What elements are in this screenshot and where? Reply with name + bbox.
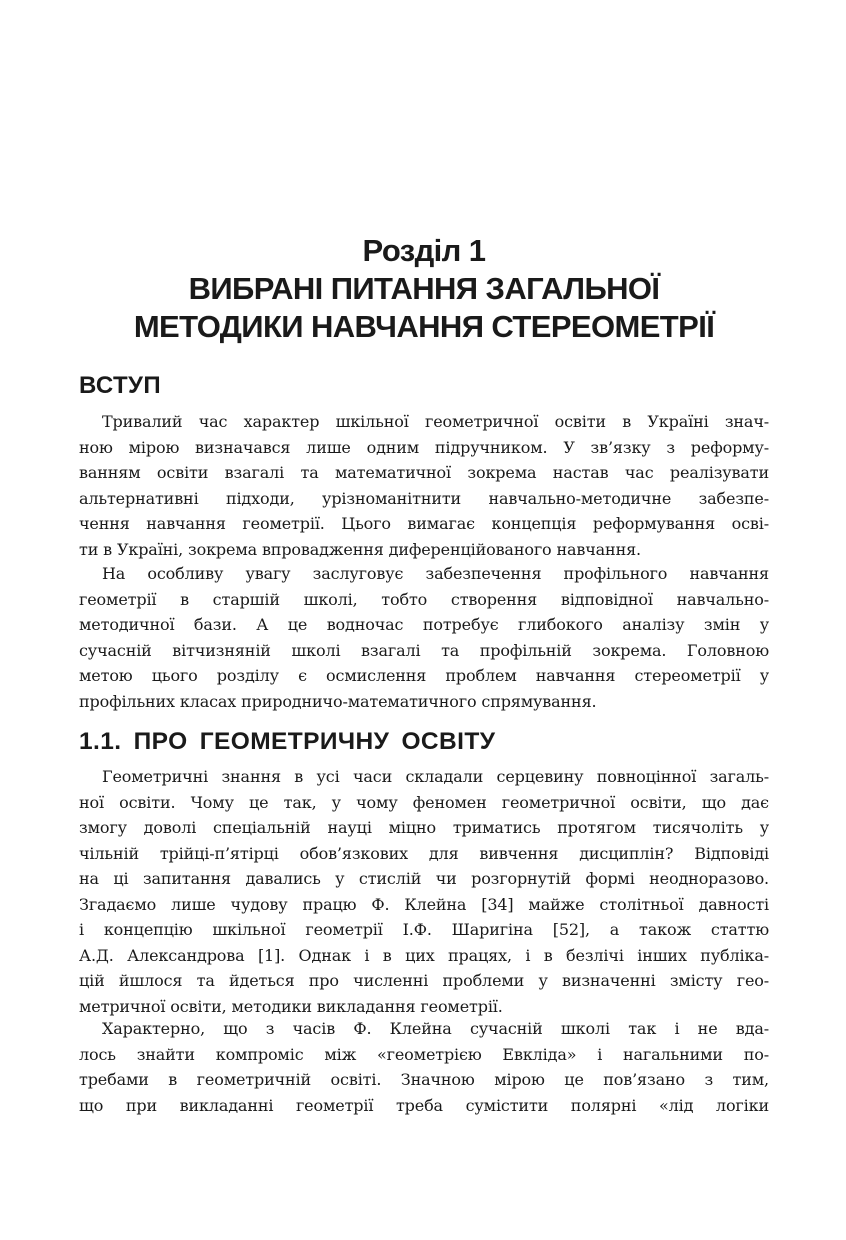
text-line: Тривалий час характер шкільної геометричної освіти в Україні знач- xyxy=(102,412,769,431)
text-line: лось знайти компроміс між «геометрією Евкліда» і нагальними по- xyxy=(79,1044,769,1064)
section-paragraph-2 xyxy=(79,1016,769,1118)
intro-paragraph-1 xyxy=(79,409,769,562)
section-heading: 1.1. ПРО ГЕОМЕТРИЧНУ ОСВІТУ xyxy=(79,728,496,755)
chapter-label: Розділ 1 xyxy=(362,233,486,268)
text-line: альтернативні підходи, урізноманітнити навчально-методичне забезпе- xyxy=(79,488,769,508)
text-line: і концепцію шкільної геометрії І.Ф. Шаригіна [52], а також статтю xyxy=(79,920,769,939)
text-line: що при викладанні геометрії треба сумістити полярні «лід логіки xyxy=(79,1095,769,1115)
text-line: На особливу увагу заслуговує забезпечення профільного навчання xyxy=(102,564,769,583)
text-line: змогу доволі спеціальній науці міцно триматись протягом тисячоліть у xyxy=(79,818,769,837)
text-line: метою цього розділу є осмислення проблем навчання стереометрії у xyxy=(79,666,769,685)
text-line: на ці запитання давались у стислій чи розгорнутій формі неодноразово. xyxy=(79,869,769,888)
text-line: требами в геометричній освіті. Значною мірою це пов’язано з тим, xyxy=(79,1070,769,1089)
section-paragraph-1 xyxy=(79,764,769,1019)
text-line: профільних класах природничо-математичного спрямування. xyxy=(79,691,597,711)
text-line: цій йшлося та йдеться про численні проблеми у визначенні змісту гео- xyxy=(79,971,769,990)
text-line: чення навчання геометрії. Цього вимагає концепція реформування осві- xyxy=(79,514,769,533)
text-line: метричної освіти, методики викладання геометрії. xyxy=(79,996,503,1016)
text-line: чільній трійці-п’ятірці обов’язкових для вивчення дисциплін? Відповіді xyxy=(79,843,769,863)
text-line: ною мірою визначався лише одним підручником. У зв’язку з реформу- xyxy=(79,437,769,457)
text-line: Характерно, що з часів Ф. Клейна сучасній школі так і не вда- xyxy=(102,1019,769,1038)
text-line: сучасній вітчизняній школі взагалі та профільній зокрема. Головною xyxy=(79,640,769,660)
intro-heading: ВСТУП xyxy=(79,372,161,399)
text-line: ванням освіти взагалі та математичної зокрема настав час реалізувати xyxy=(79,463,769,482)
text-line: геометрії в старшій школі, тобто створення відповідної навчально- xyxy=(79,589,769,609)
chapter-title-line-2: МЕТОДИКИ НАВЧАННЯ СТЕРЕОМЕТРІЇ xyxy=(133,309,715,344)
text-line: методичної бази. А це водночас потребує глибокого аналізу змін у xyxy=(79,615,769,634)
text-line: Згадаємо лише чудову працю Ф. Клейна [34] майже столітньої давності xyxy=(79,894,769,914)
text-line: А.Д. Александрова [1]. Однак і в цих працях, і в безлічі інших публіка- xyxy=(79,945,769,965)
chapter-heading xyxy=(79,232,769,346)
intro-paragraph-2 xyxy=(79,561,769,714)
text-line: ної освіти. Чому це так, у чому феномен геометричної освіти, що дає xyxy=(79,792,769,812)
text-line: ти в Україні, зокрема впровадження диференційованого навчання. xyxy=(79,539,641,559)
text-line: Геометричні знання в усі часи складали серцевину повноцінної загаль- xyxy=(102,767,769,786)
chapter-title-line-1: ВИБРАНІ ПИТАННЯ ЗАГАЛЬНОЇ xyxy=(188,271,660,306)
